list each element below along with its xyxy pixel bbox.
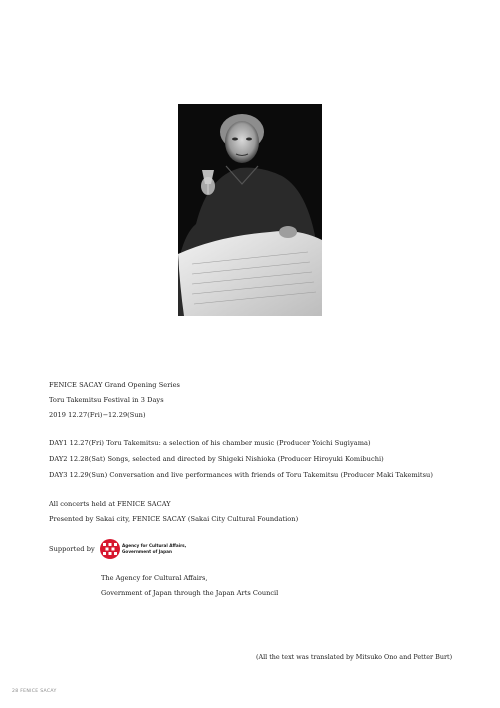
logo-text-line2: Government of Japan — [122, 549, 172, 554]
presenter-line: Presented by Sakai city, FENICE SACAY (Sakai City Cultural Foundation) — [49, 515, 299, 523]
series-title: FENICE SACAY Grand Opening Series — [49, 381, 180, 389]
photo-illustration — [178, 104, 322, 316]
portrait-photo — [178, 104, 322, 316]
day2-line: DAY2 12.28(Sat) Songs, selected and directed by Shigeki Nishioka (Producer Hiroyuki Komibuchi) — [49, 455, 384, 463]
day3-line: DAY3 12.29(Sun) Conversation and live performances with friends of Toru Takemitsu (Producer Maki Takemitsu) — [49, 471, 433, 479]
agency-emblem-icon — [99, 538, 121, 560]
day1-line: DAY1 12.27(Fri) Toru Takemitsu: a selection of his chamber music (Producer Yoichi Sugiyama) — [49, 439, 371, 447]
logo-text-line1: Agency for Cultural Affairs, — [122, 543, 187, 548]
agency-line1: The Agency for Cultural Affairs, — [101, 574, 208, 582]
venue-line: All concerts held at FENICE SACAY — [49, 500, 171, 508]
publication-name: FENICE SACAY — [20, 689, 57, 694]
page-number: 28 — [12, 689, 19, 694]
supported-by-label: Supported by — [49, 545, 95, 553]
festival-dates: 2019 12.27(Fri)−12.29(Sun) — [49, 411, 146, 419]
page-footer — [12, 689, 57, 694]
festival-title: Toru Takemitsu Festival in 3 Days — [49, 396, 164, 404]
translation-note: (All the text was translated by Mitsuko Ono and Petter Burt) — [256, 653, 453, 661]
agency-line2: Government of Japan through the Japan Arts Council — [101, 589, 279, 597]
